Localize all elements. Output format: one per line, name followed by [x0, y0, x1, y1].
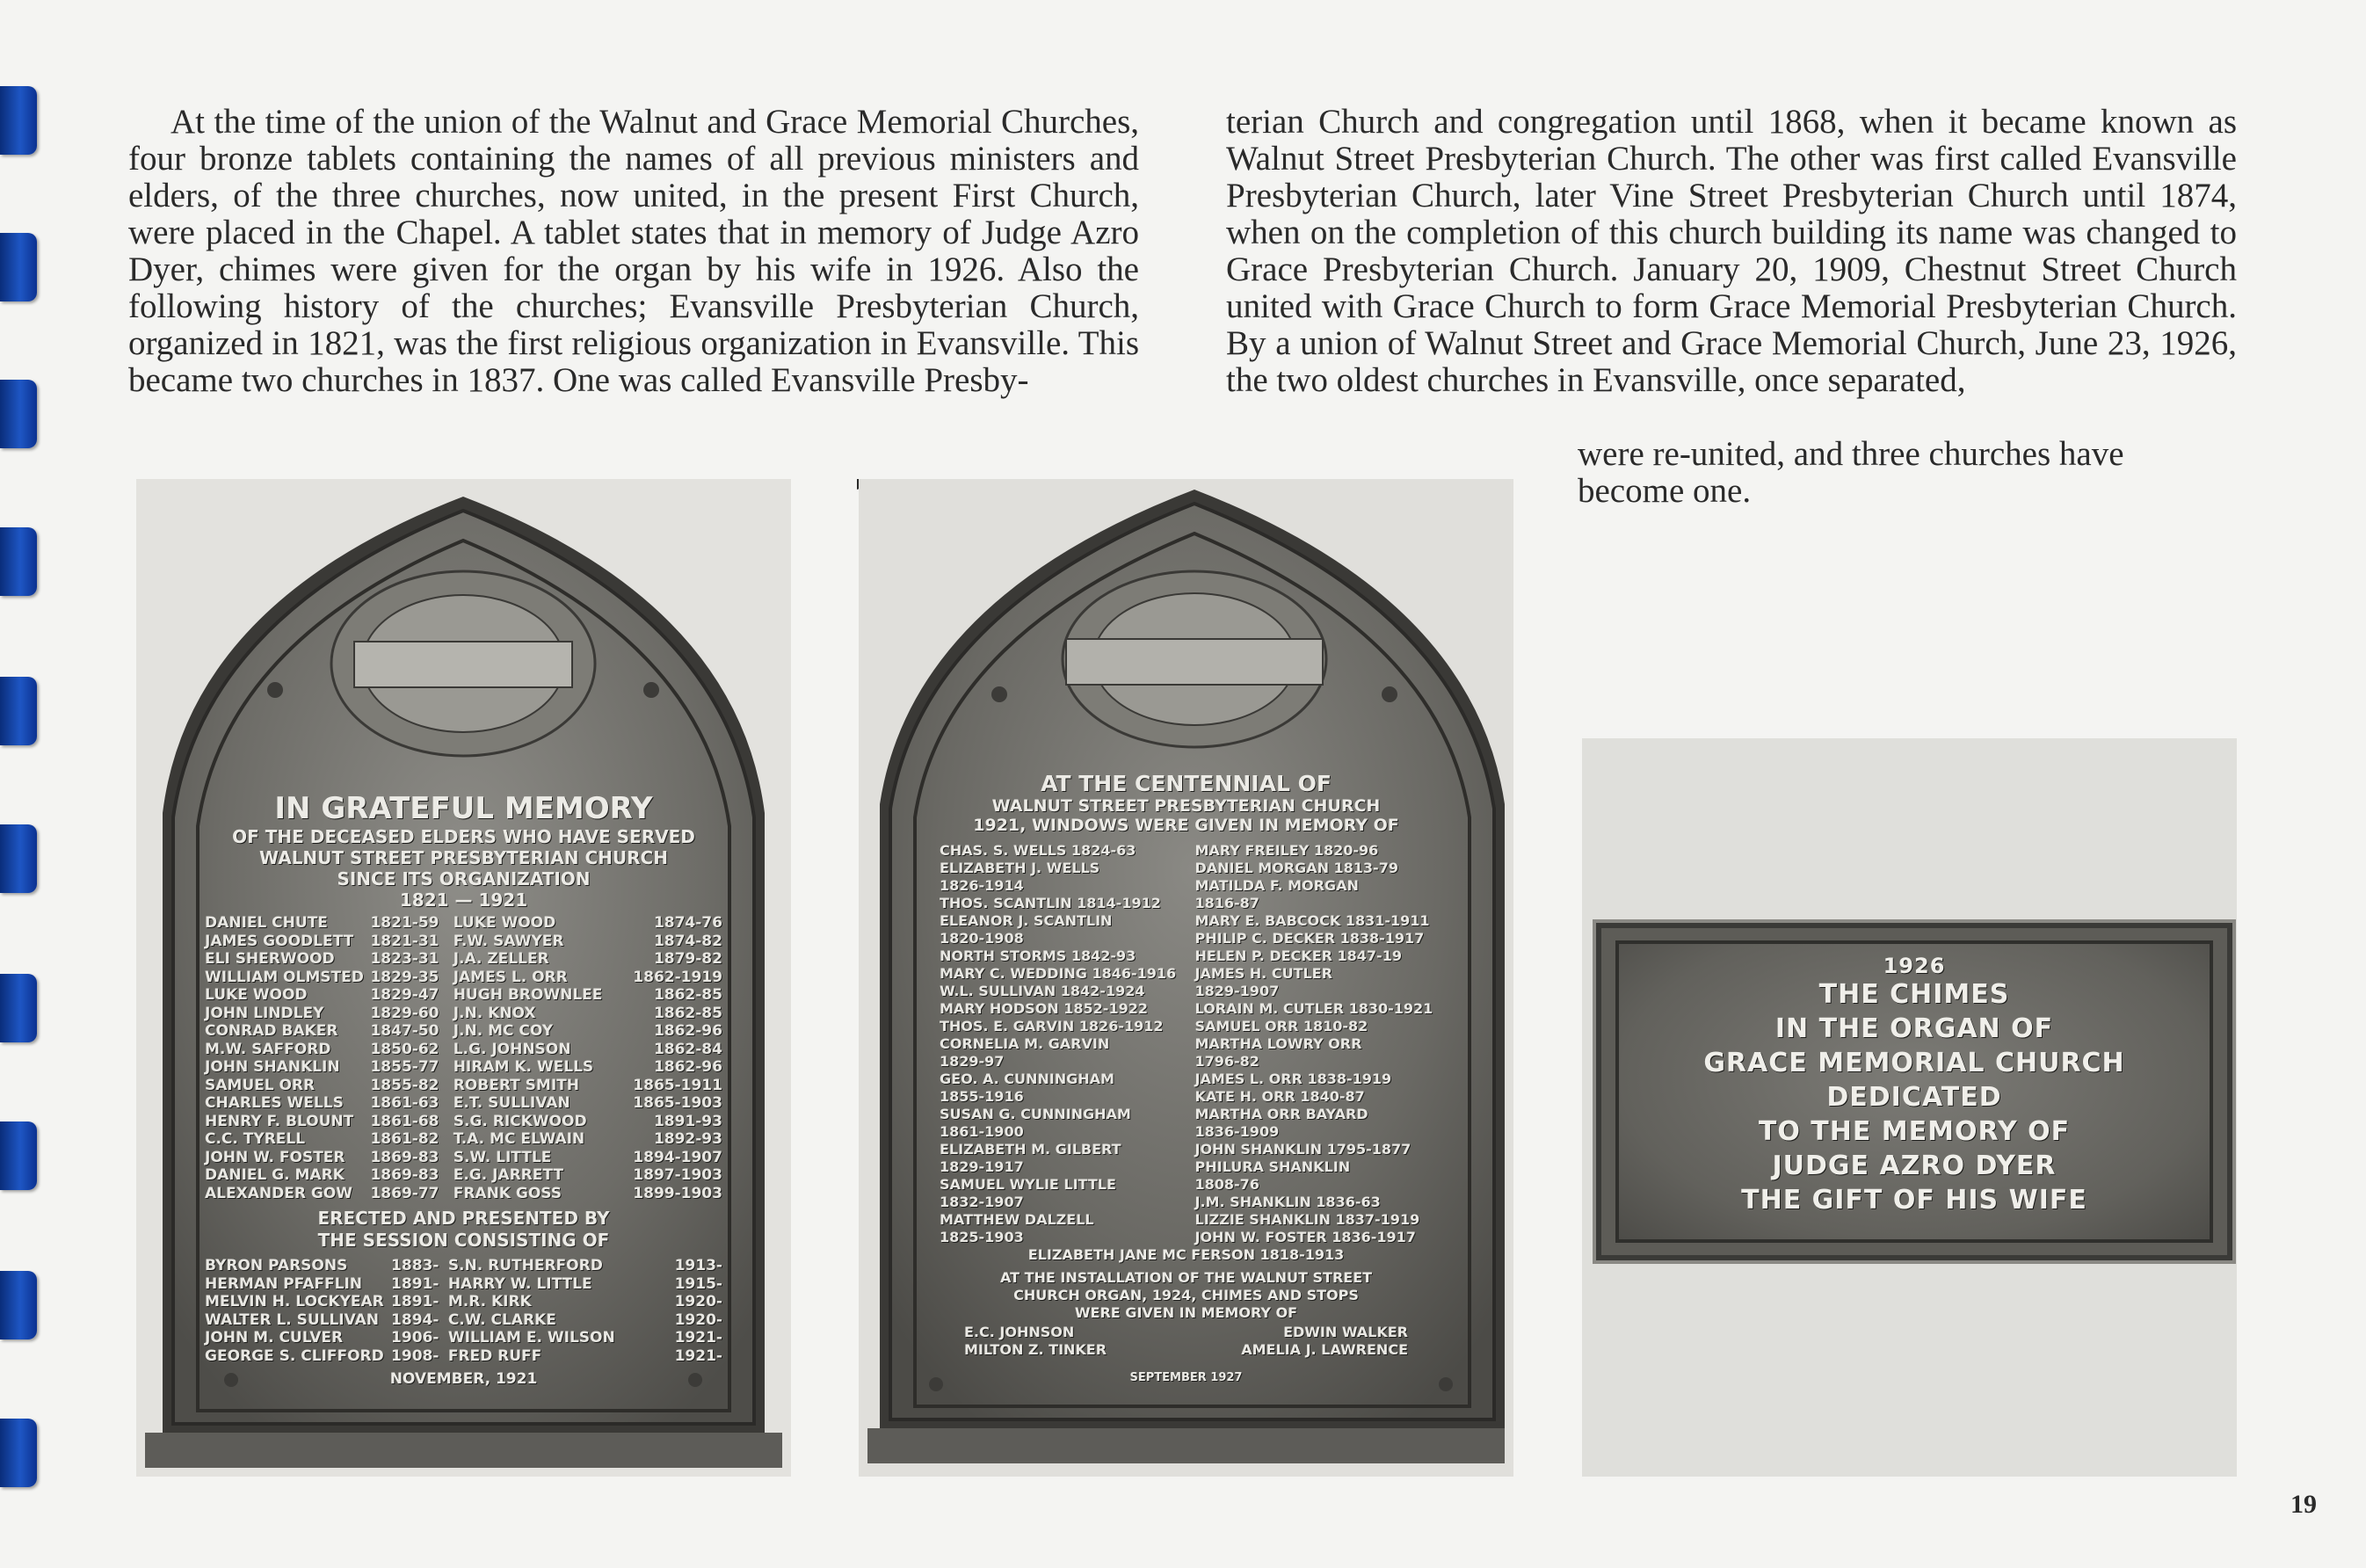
tablet-row [205, 1005, 722, 1023]
tablet-cell: CONRAD BAKER [205, 1022, 338, 1040]
tablet-cell: GEORGE S. CLIFFORD [205, 1347, 384, 1365]
tablet-cell: 1829-47 [370, 986, 439, 1004]
tablet-cell: WALTER L. SULLIVAN [205, 1310, 380, 1329]
tablet-cell: DANIEL MORGAN 1813-79 [1194, 860, 1398, 876]
binding-ring [0, 233, 37, 301]
tablet-cell: 1829-35 [370, 968, 439, 986]
tablet-cell: JAMES L. ORR [453, 968, 568, 986]
tablet-cell: CHAS. S. WELLS 1824-63 [940, 842, 1136, 859]
tablet-cell: ELEANOR J. SCANTLIN [940, 912, 1113, 929]
tablet-subheading-line: 1821 — 1921 [399, 889, 528, 911]
tablet-cell: JOHN LINDLEY [205, 1004, 324, 1022]
tablet-cell: 1861-63 [370, 1094, 439, 1112]
tablet-cell: 1921- [674, 1347, 722, 1365]
tablet-row [205, 1293, 722, 1311]
tablet-cell: WILLIAM OLMSTED [205, 968, 364, 986]
tablet-cell: 1869-77 [370, 1184, 439, 1202]
tablet-cell: 1869-83 [370, 1166, 439, 1184]
tablet-row [940, 947, 1450, 965]
tablet-cell: LUKE WOOD [453, 914, 556, 932]
tablet-row [205, 969, 722, 987]
tablet-cell: LORAIN M. CUTLER 1830-1921 [1194, 1000, 1433, 1017]
tablet-cell: 1891- [391, 1274, 439, 1293]
tablet-erected-line: THE SESSION CONSISTING OF [317, 1230, 610, 1251]
tablet-row [964, 1324, 1408, 1341]
paragraph: were re-united, and three churches have become one. [1578, 435, 2124, 510]
tablet-row [940, 1211, 1450, 1229]
tablet-row [205, 914, 722, 933]
tablet-cell: SAMUEL ORR 1810-82 [1194, 1018, 1368, 1034]
tablet-subheading-line: SINCE ITS ORGANIZATION [337, 868, 591, 889]
chimes-plaque [1596, 923, 2232, 1260]
tablet-cell: 1821-59 [370, 914, 439, 932]
plaque-line: JUDGE AZRO DYER [1772, 1151, 2057, 1181]
tablet-row [205, 1185, 722, 1203]
tablet-cell: 1808-76 [1194, 1176, 1259, 1193]
tablet-cell: 1855-1916 [940, 1088, 1024, 1105]
binding-ring [0, 824, 37, 893]
tablet-cell: HERMAN PFAFFLIN [205, 1274, 363, 1293]
tablet-cell: MARY FREILEY 1820-96 [1194, 842, 1379, 859]
tablet-date: NOVEMBER, 1921 [389, 1370, 538, 1388]
tablet-cell: 1879-82 [653, 950, 722, 968]
tablet-heading: AT THE CENTENNIAL OF [1041, 771, 1332, 796]
tablet-cell: HUGH BROWNLEE [453, 986, 603, 1004]
tablet-cell: MATTHEW DALZELL [940, 1211, 1094, 1228]
tablet-cell: J.N. MC COY [453, 1022, 554, 1040]
tablet-cell: 1908- [391, 1347, 439, 1365]
tablet-cell: 1823-31 [370, 950, 439, 968]
tablet-cell: ELIZABETH M. GILBERT [940, 1141, 1121, 1158]
tablet-cell: J.A. ZELLER [453, 950, 549, 968]
installation-list [964, 1324, 1408, 1359]
tablet-cell: BYRON PARSONS [205, 1257, 348, 1274]
binding-ring [0, 677, 37, 745]
plaque-line: 1926 [1883, 954, 1946, 978]
tablet-row [940, 1158, 1450, 1176]
binding-ring [0, 1271, 37, 1339]
tablet-row [940, 983, 1450, 1000]
tablet-row [940, 1176, 1450, 1194]
tablet-cell: 1894- [391, 1310, 439, 1329]
tablet-text [859, 772, 1513, 1384]
tablet-cell: E.T. SULLIVAN [453, 1094, 570, 1112]
tablet-row [940, 877, 1450, 895]
tablet-cell: 1825-1903 [940, 1229, 1024, 1245]
tablet-cell: 1862-96 [653, 1058, 722, 1076]
tablet-cell: LIZZIE SHANKLIN 1837-1919 [1194, 1211, 1420, 1228]
tablet-cell: FRED RUFF [447, 1347, 542, 1365]
tablet-row [940, 1018, 1450, 1035]
binding-ring [0, 1419, 37, 1487]
tablet-row [940, 1071, 1450, 1088]
tablet-cell: C.W. CLARKE [447, 1310, 556, 1329]
tablet-cell: MARTHA LOWRY ORR [1194, 1035, 1362, 1052]
tablet-cell: SUSAN G. CUNNINGHAM [940, 1106, 1131, 1122]
tablet-row [940, 1088, 1450, 1106]
body-text-right-tail [1578, 436, 2237, 510]
tablet-row [205, 1041, 722, 1059]
tablet-cell: PHILURA SHANKLIN [1194, 1158, 1351, 1175]
tablet-row [205, 1077, 722, 1095]
tablet-cell: LUKE WOOD [205, 986, 308, 1004]
binding-ring [0, 380, 37, 448]
tablet-row [940, 1035, 1450, 1053]
binding-ring [0, 974, 37, 1042]
tablet-cell: 1836-1909 [1194, 1123, 1280, 1140]
tablet-cell: CHARLES WELLS [205, 1094, 344, 1112]
tablet-row [205, 1149, 722, 1167]
tablet-cell: 1862-84 [653, 1040, 722, 1058]
binding-ring [0, 86, 37, 155]
tablet-cell: PHILIP C. DECKER 1838-1917 [1194, 930, 1425, 947]
tablet-cell: DANIEL G. MARK [205, 1166, 345, 1184]
tablet-cell: HIRAM K. WELLS [453, 1058, 594, 1076]
tablet-cell: E.C. JOHNSON [964, 1324, 1075, 1340]
tablet-subheading-line: WALNUT STREET PRESBYTERIAN CHURCH [991, 796, 1381, 816]
tablet-cell: 1899-1903 [633, 1184, 722, 1202]
tablet-cell: 1921- [674, 1329, 722, 1347]
tablet-cell: 1869-83 [370, 1148, 439, 1166]
tablet-cell: EDWIN WALKER [1283, 1324, 1408, 1340]
tablet-photo-centennial [859, 479, 1513, 1477]
tablet-row [205, 986, 722, 1005]
plaque-line: TO THE MEMORY OF [1758, 1116, 2071, 1147]
tablet-row [205, 1113, 722, 1131]
tablet-cell: ALEXANDER GOW [205, 1184, 352, 1202]
tablet-row [205, 1275, 722, 1294]
tablet-subheading-line: OF THE DECEASED ELDERS WHO HAVE SERVED [232, 826, 695, 847]
tablet-cell: J.N. KNOX [453, 1004, 536, 1022]
tablet-cell: JOHN SHANKLIN [205, 1058, 340, 1076]
tablet-cell: AMELIA J. LAWRENCE [1241, 1341, 1408, 1358]
tablet-cell: ELI SHERWOOD [205, 950, 335, 968]
tablet-row [940, 1229, 1450, 1246]
tablet-date: SEPTEMBER 1927 [1129, 1371, 1243, 1384]
tablet-cell: 1820-1908 [940, 930, 1024, 947]
tablet-row [205, 1311, 722, 1330]
tablet-erected-line: ERECTED AND PRESENTED BY [317, 1208, 610, 1229]
tablet-row [205, 1130, 722, 1149]
memorial-list [940, 842, 1450, 1246]
tablet-cell: 1915- [674, 1274, 722, 1293]
tablet-row [205, 1257, 722, 1275]
tablet-row [940, 860, 1450, 877]
tablet-cell: S.W. LITTLE [453, 1148, 552, 1166]
body-text-right-column [1226, 104, 2237, 399]
tablet-cell: MELVIN H. LOCKYEAR [205, 1293, 384, 1310]
tablet-text [136, 791, 791, 1388]
tablet-cell: MATILDA F. MORGAN [1194, 877, 1359, 894]
tablet-cell: 1913- [674, 1257, 722, 1274]
tablet-cell: JAMES L. ORR 1838-1919 [1194, 1071, 1392, 1087]
tablet-cell: JOHN M. CULVER [205, 1329, 344, 1347]
plaque-photo-chimes [1582, 738, 2237, 1477]
tablet-cell: 1897-1903 [633, 1166, 722, 1184]
plaque-line: DEDICATED [1826, 1082, 2002, 1113]
tablet-row [940, 930, 1450, 947]
tablet-cell: 1796-82 [1194, 1053, 1259, 1070]
tablet-cell: WILLIAM E. WILSON [447, 1329, 615, 1347]
tablet-cell: 1883- [391, 1257, 439, 1274]
tablet-row [940, 1053, 1450, 1071]
tablet-cell: KATE H. ORR 1840-87 [1194, 1088, 1365, 1105]
tablet-cell: 1920- [674, 1310, 722, 1329]
tablet-cell: 1862-85 [653, 1004, 722, 1022]
tablet-cell: 1850-62 [370, 1040, 439, 1058]
tablet-cell: 1862-85 [653, 986, 722, 1004]
elders-list [205, 914, 722, 1202]
tablet-subheading-line: 1921, WINDOWS WERE GIVEN IN MEMORY OF [973, 816, 1399, 835]
tablet-cell: 1832-1907 [940, 1194, 1024, 1210]
plaque-line: THE GIFT OF HIS WIFE [1741, 1185, 2087, 1216]
tablet-cell: HELEN P. DECKER 1847-19 [1194, 947, 1402, 964]
tablet-cell: SAMUEL WYLIE LITTLE [940, 1176, 1116, 1193]
tablet-cell: S.N. RUTHERFORD [447, 1257, 603, 1274]
tablet-row [940, 1141, 1450, 1158]
tablet-cell: MILTON Z. TINKER [964, 1341, 1107, 1358]
tablet-row [940, 1123, 1450, 1141]
tablet-cell: MARY E. BABCOCK 1831-1911 [1194, 912, 1430, 929]
tablet-cell: JOHN W. FOSTER [205, 1148, 345, 1166]
tablet-cell: 1847-50 [370, 1022, 439, 1040]
tablet-cell: 1861-1900 [940, 1123, 1024, 1140]
tablet-cell: SAMUEL ORR [205, 1076, 316, 1094]
tablet-row [205, 1329, 722, 1347]
tablet-cell: 1855-82 [370, 1076, 439, 1094]
plaque-line: IN THE ORGAN OF [1774, 1013, 2054, 1044]
tablet-cell: L.G. JOHNSON [453, 1040, 571, 1058]
tablet-cell: M.R. KIRK [447, 1293, 532, 1310]
binding-ring [0, 527, 37, 596]
tablet-cell: THOS. E. GARVIN 1826-1912 [940, 1018, 1164, 1034]
tablet-cell: HENRY F. BLOUNT [205, 1112, 354, 1130]
binding-ring [0, 1122, 37, 1190]
tablet-cell: 1862-96 [653, 1022, 722, 1040]
tablet-row [205, 1022, 722, 1041]
tablet-cell: JOHN W. FOSTER 1836-1917 [1194, 1229, 1416, 1245]
tablet-cell: 1861-82 [370, 1130, 439, 1148]
tablet-heading: IN GRATEFUL MEMORY [274, 791, 653, 826]
tablet-subheading-line: WALNUT STREET PRESBYTERIAN CHURCH [259, 847, 668, 868]
paragraph: At the time of the union of the Walnut and Grace Memorial Churches, four bronze tablets containing the names of all previous ministers and elders, of the three churches, now united, in the present First Church, were placed in the Chapel. A tablet states that in memory of Judge Azro Dyer, chimes were given for the organ by his wife in 1926. Also the following history of the churches; Evansville Presbyterian Church, organized in 1821, was the first religious organization in Evansville. This became two churches in 1837. One was called Evansville Presby- [128, 103, 1139, 399]
tablet-installation-line: AT THE INSTALLATION OF THE WALNUT STREET [999, 1269, 1373, 1286]
plaque-line: THE CHIMES [1818, 979, 2010, 1010]
tablet-cell: 1829-60 [370, 1004, 439, 1022]
tablet-cell: NORTH STORMS 1842-93 [940, 947, 1136, 964]
plaque-inner [1615, 940, 2213, 1243]
tablet-photo-elders [136, 479, 791, 1477]
tablet-row [205, 950, 722, 969]
tablet-cell: M.W. SAFFORD [205, 1040, 331, 1058]
tablet-cell: 1920- [674, 1293, 722, 1310]
tablet-cell: 1892-93 [653, 1130, 722, 1148]
tablet-row [205, 933, 722, 951]
tablet-cell: 1861-68 [370, 1112, 439, 1130]
tablet-cell: S.G. RICKWOOD [453, 1112, 587, 1130]
tablet-installation-line: WERE GIVEN IN MEMORY OF [1074, 1304, 1298, 1321]
tablet-row [940, 842, 1450, 860]
session-list [205, 1257, 722, 1365]
tablet-row [940, 895, 1450, 912]
tablet-center-line: ELIZABETH JANE MC FERSON 1818-1913 [1027, 1246, 1345, 1263]
tablet-row [940, 1194, 1450, 1211]
tablet-row [205, 1058, 722, 1077]
tablet-cell: ELIZABETH J. WELLS [940, 860, 1100, 876]
tablet-cell: 1865-1911 [633, 1076, 722, 1094]
tablet-cell: 1865-1903 [633, 1094, 722, 1112]
tablet-cell: 1829-97 [940, 1053, 1005, 1070]
tablet-cell: 1891-93 [653, 1112, 722, 1130]
tablet-cell: 1874-76 [653, 914, 722, 932]
tablet-cell: 1829-1917 [940, 1158, 1024, 1175]
tablet-cell: 1855-77 [370, 1058, 439, 1076]
tablet-row [940, 912, 1450, 930]
tablet-cell: 1891- [391, 1293, 439, 1310]
tablet-cell: GEO. A. CUNNINGHAM [940, 1071, 1114, 1087]
tablet-cell: MARTHA ORR BAYARD [1194, 1106, 1368, 1122]
tablet-cell: ROBERT SMITH [453, 1076, 579, 1094]
tablet-cell: F.W. SAWYER [453, 932, 564, 950]
tablet-cell: MARY HODSON 1852-1922 [940, 1000, 1148, 1017]
page-number: 19 [2290, 1490, 2317, 1519]
tablet-cell: 1862-1919 [633, 968, 722, 986]
tablet-row [964, 1341, 1408, 1359]
tablet-cell: JOHN SHANKLIN 1795-1877 [1194, 1141, 1412, 1158]
tablet-cell: C.C. TYRELL [205, 1130, 306, 1148]
body-text-left-column [128, 104, 1139, 399]
tablet-cell: JAMES H. CUTLER [1194, 965, 1332, 982]
tablet-row [205, 1347, 722, 1366]
tablet-row [940, 1106, 1450, 1123]
tablet-cell: DANIEL CHUTE [205, 914, 328, 932]
tablet-cell: HARRY W. LITTLE [447, 1274, 592, 1293]
tablet-row [940, 965, 1450, 983]
tablet-cell: JAMES GOODLETT [205, 932, 354, 950]
tablet-cell: CORNELIA M. GARVIN [940, 1035, 1110, 1052]
tablet-cell: W.L. SULLIVAN 1842-1924 [940, 983, 1145, 999]
plaque-line: GRACE MEMORIAL CHURCH [1703, 1048, 2125, 1078]
tablet-cell: MARY C. WEDDING 1846-1916 [940, 965, 1177, 982]
tablet-cell: 1906- [391, 1329, 439, 1347]
tablet-cell: 1821-31 [370, 932, 439, 950]
tablet-cell: 1816-87 [1194, 895, 1259, 911]
paragraph: terian Church and congregation until 1868, when it became known as Walnut Street Presbyterian Church. The other was first called Evansville Presbyterian Church, later Vine Street Presbyterian Church until 1874, when on the completion of this church building its name was changed to Grace Presbyterian Church. January 20, 1909, Chestnut Street Church united with Grace Church to form Grace Memorial Presbyterian Church. By a union of Walnut Street and Grace Memorial Church, June 23, 1926, the two oldest churches in Evansville, once separated, [1226, 103, 2237, 399]
tablet-installation-line: CHURCH ORGAN, 1924, CHIMES AND STOPS [1013, 1287, 1359, 1303]
tablet-cell: T.A. MC ELWAIN [453, 1130, 585, 1148]
spiral-binding [0, 0, 53, 1568]
tablet-row [205, 1094, 722, 1113]
tablet-cell: J.M. SHANKLIN 1836-63 [1194, 1194, 1381, 1210]
plaque-text [1619, 955, 2210, 1217]
tablet-cell: 1874-82 [653, 932, 722, 950]
tablet-row [940, 1000, 1450, 1018]
tablet-cell: E.G. JARRETT [453, 1166, 563, 1184]
tablet-cell: 1826-1914 [940, 877, 1024, 894]
tablet-cell: 1829-1907 [1194, 983, 1280, 999]
tablet-cell: THOS. SCANTLIN 1814-1912 [940, 895, 1161, 911]
tablet-cell: 1894-1907 [633, 1148, 722, 1166]
tablet-cell: FRANK GOSS [453, 1184, 562, 1202]
tablet-row [205, 1166, 722, 1185]
